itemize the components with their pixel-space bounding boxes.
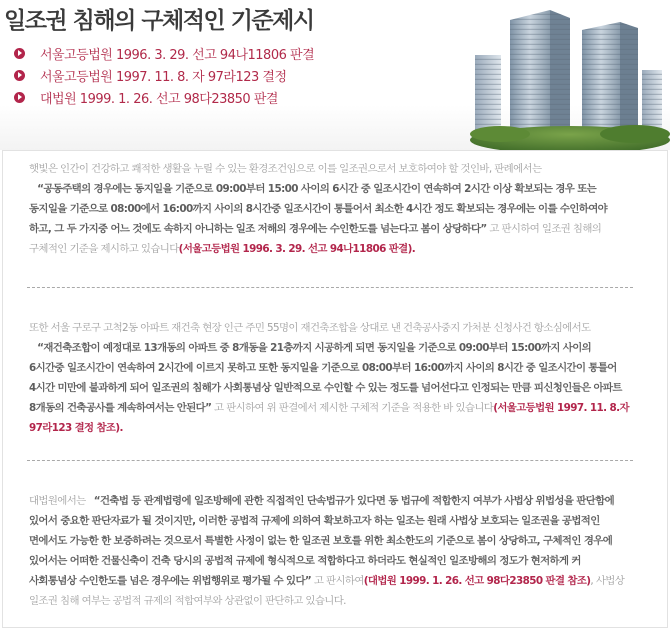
section-paragraph — [29, 491, 629, 611]
section-middle: 고 판시하여 위 판결에서 제시한 구체적 기준을 적용한 바 있습니다 — [211, 402, 494, 414]
section-intro: 햇빛은 인간이 건강하고 쾌적한 생활을 누릴 수 있는 환경조건임으로 이를 일조권으로서 보호하여야 할 것인바, 판례에서는 — [29, 163, 542, 175]
section-intro: 또한 서울 구로구 고척2동 아파트 재건축 현장 인근 주민 55명이 재건축조합을 상대로 낸 건축공사중지 가처분 신청사건 항소심에서도 — [29, 322, 591, 334]
section-middle: 고 판시하여 일조권 침해의 구체적인 기준을 제시하고 있습니다 — [29, 223, 602, 255]
case-citation: 서울고등법원 1997. 11. 8. 자 97라123 결정 — [40, 69, 287, 85]
section-reference: (대법원 1999. 1. 26. 선고 98다23850 판결 참조) — [363, 575, 591, 587]
section-quote: “건축법 등 관계법령에 일조방해에 관한 직접적인 단속법규가 있다면 동 법규에 적합한지 여부가 사법상 위법성을 판단함에 있어서 중요한 판단자료가 될 것이지만, 이러한 공법적 규제에 의하여 확보하고자 하는 일조는 원래 사법상 보호되는 일조권을 공법적인 면에서도 가능한 한 보증하려는 것으로서 특별한 사정이 없는 한 일조권 보호를 위한 최소한도의 기준으로 봄이 상당하고, 구체적인 경우에 있어서는 어떠한 건물신축이 건축 당시의 공법적 규제에 형식적으로 적합하다고 하더라도 현실적인 일조방해의 정도가 현저하게 커 사회통념상 수인한도를 넘은 경우에는 위법행위로 평가될 수 있다” — [29, 495, 615, 587]
section-reference: (서울고등법원 1997. 11. 8.자 97라123 결정 참조). — [29, 402, 629, 434]
case-citation: 대법원 1999. 1. 26. 선고 98다23850 판결 — [40, 91, 278, 107]
section-tail: , 사법상 일조권 침해 여부는 공법적 규제의 적합여부와 상관없이 판단하고 있습니다. — [29, 575, 625, 607]
bullet-arrow-icon — [14, 70, 25, 81]
case-item — [14, 86, 314, 108]
dashed-divider — [27, 460, 633, 461]
case-list — [14, 42, 314, 108]
bullet-arrow-icon — [14, 92, 25, 103]
apartment-buildings-illustration — [470, 0, 670, 150]
section-quote: “재건축조합이 예정대로 13개동의 아파트 중 8개동을 21층까지 시공하게 되면 동지일을 기준으로 09:00부터 15:00까지 사이의 6시간중 일조시간이 연속하여 2시간에 이르지 못하고 또한 동지일을 기준으로 08:00부터 16:00까지 사이의 8시간 중 일조시간이 통틀어 4시간 미만에 불과하게 되어 일조권의 침해가 사회통념상 일반적으로 수인할 수 있는 정도를 넘어선다고 인정되는 만큼 피신청인들은 아파트 8개동의 건축공사를 계속하여서는 안된다” — [29, 342, 622, 414]
page-header — [0, 0, 670, 150]
section-intro: 대법원에서는 — [29, 495, 86, 507]
case-item — [14, 64, 314, 86]
case-citation: 서울고등법원 1996. 3. 29. 선고 94나11806 판결 — [40, 47, 315, 63]
section-paragraph — [29, 159, 629, 259]
bullet-arrow-icon — [14, 48, 25, 59]
section-paragraph — [29, 318, 629, 438]
content-panel — [2, 150, 668, 628]
dashed-divider — [27, 287, 633, 288]
case-item — [14, 42, 314, 64]
section-quote: “공동주택의 경우에는 동지일을 기준으로 09:00부터 15:00 사이의 6시간 중 일조시간이 연속하여 2시간 이상 확보되는 경우 또는 동지일을 기준으로 08:00에서 16:00까지 사이의 8시간중 일조시간이 통틀어서 최소한 4시간 정도 확보되는 경우에는 이를 수인하여야 하고, 그 두 가지중 어느 것에도 속하지 아니하는 일조 저해의 경우에는 수인한도를 넘는다고 봄이 상당하다” — [29, 183, 608, 235]
section-reference: (서울고등법원 1996. 3. 29. 선고 94나11806 판결). — [178, 243, 416, 255]
page-title: 일조권 침해의 구체적인 기준제시 — [4, 8, 314, 34]
section-middle: 고 판시하여 — [311, 575, 364, 587]
